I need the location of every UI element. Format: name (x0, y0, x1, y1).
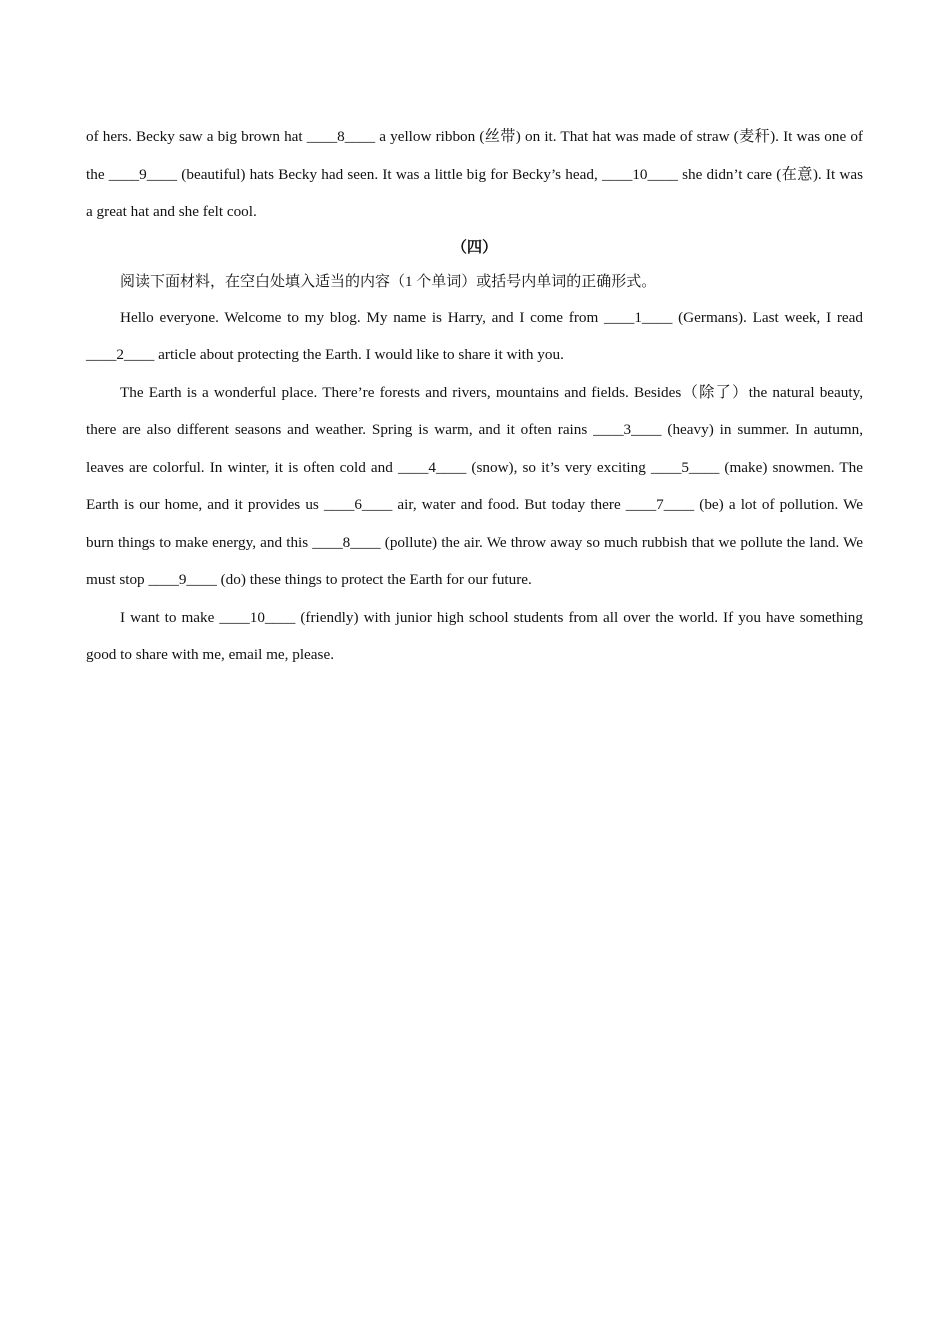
blog-paragraph-earth: The Earth is a wonderful place. There’re forests and rivers, mountains and fields. Besides（除了）the natural beauty, there are also different seasons and weather. Spring is warm, and it often rains ____3____ (heavy) in summer. In autumn, leaves are colorful. In winter, it is often cold and ____4____ (snow), so it’s very exciting ____5____ (make) snowmen. The Earth is our home, and it provides us ____6____ air, water and food. But today there ____7____ (be) a lot of pollution. We burn things to make energy, and this ____8____ (pollute) the air. We throw away so much rubbish that we pollute the land. We must stop ____9____ (do) these things to protect the Earth for our future. (86, 383, 863, 588)
section-title: （四） (451, 238, 498, 256)
exercise-instruction: 阅读下面材料，在空白处填入适当的内容（1 个单词）或括号内单词的正确形式。 (120, 273, 657, 290)
document-page (86, 118, 863, 674)
blog-paragraph-intro: Hello everyone. Welcome to my blog. My name is Harry, and I come from ____1____ (Germans). Last week, I read ____2____ article about protecting the Earth. I would like to share it with you. (86, 308, 863, 363)
blog-paragraph-closing: I want to make ____10____ (friendly) with junior high school students from all over the world. If you have something good to share with me, email me, please. (86, 608, 863, 663)
passage-three-ending: of hers. Becky saw a big brown hat ____8____ a yellow ribbon (丝带) on it. That hat was made of straw (麦秆). It was one of the ____9____ (beautiful) hats Becky had seen. It was a little big for Becky’s head, ____10____ she didn’t care (在意). It was a great hat and she felt cool. (86, 128, 863, 220)
